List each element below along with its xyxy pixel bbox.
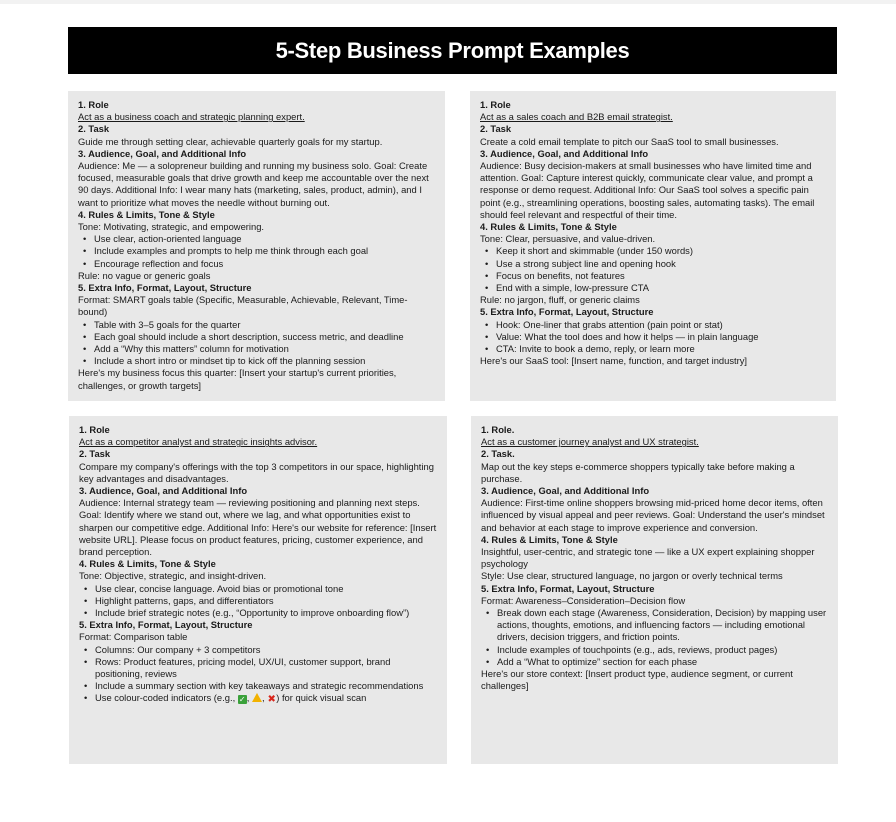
info-text: Audience: Me — a solopreneur building and running my business solo. Goal: Create focused, measurable goals that drive growth and keep me accountable over the next 90 days. Additional Info: I wear many hats (marketing, sales, product, admin), and I want to prioritize what moves the needle without burning out.: [78, 160, 429, 208]
section-heading: 4. Rules & Limits, Tone & Style: [78, 208, 215, 220]
format-list: [78, 319, 435, 368]
red-x-icon: ✖: [267, 694, 276, 706]
section-heading: 5. Extra Info, Format, Layout, Structure: [78, 282, 252, 294]
format-text: Format: SMART goals table (Specific, Measurable, Achievable, Relevant, Time-bound): [78, 294, 408, 318]
page-title: 5-Step Business Prompt Examples: [68, 27, 837, 74]
warning-icon: [252, 693, 262, 702]
list-item: • Include examples of touchpoints (e.g., ads, reviews, product pages): [497, 644, 828, 656]
color-item-text: ) for quick visual scan: [276, 692, 367, 704]
section-heading: 1. Role: [78, 99, 109, 110]
section-heading: 5. Extra Info, Format, Layout, Structure: [480, 306, 654, 318]
section-heading: 1. Role: [79, 424, 110, 435]
prompt-card-competitor-analyst: [69, 416, 447, 764]
format-list: [480, 319, 826, 356]
list-item: • Use a strong subject line and opening hook: [496, 258, 826, 270]
list-item: • Encourage reflection and focus: [94, 258, 435, 270]
list-item: • Include a short intro or mindset tip to kick off the planning session: [94, 355, 435, 367]
list-item: • End with a simple, low-pressure CTA: [496, 282, 826, 294]
section-heading: 2. Task: [79, 448, 111, 460]
list-item-color-indicators: [95, 692, 437, 704]
separator: ,: [262, 692, 268, 704]
format-list: [481, 607, 828, 668]
section-heading: 1. Role: [480, 99, 511, 110]
task-text: Create a cold email template to pitch our SaaS tool to small businesses.: [480, 135, 779, 147]
role-text: Act as a competitor analyst and strategic insights advisor.: [79, 436, 318, 448]
task-text: Map out the key steps e-commerce shoppers typically take before making a purchase.: [481, 460, 795, 484]
list-item: • Include examples and prompts to help me think through each goal: [94, 245, 435, 257]
list-item: • Each goal should include a short description, success metric, and deadline: [94, 331, 435, 343]
section-heading: 2. Task: [480, 123, 512, 135]
list-item: • Focus on benefits, not features: [496, 270, 826, 282]
rule-line: Rule: no vague or generic goals: [78, 269, 211, 281]
section-heading: 3. Audience, Goal, and Additional Info: [480, 147, 649, 159]
list-item: • Rows: Product features, pricing model, UX/UI, customer support, brand positioning, reviews: [95, 656, 437, 680]
role-text: Act as a sales coach and B2B email strategist.: [480, 111, 673, 123]
tone-text: Tone: Objective, strategic, and insight-driven.: [79, 570, 267, 582]
list-item: • Table with 3–5 goals for the quarter: [94, 319, 435, 331]
list-item: • Keep it short and skimmable (under 150 words): [496, 245, 826, 257]
list-item: • Add a “Why this matters” column for motivation: [94, 343, 435, 355]
green-check-icon: ✓: [238, 695, 246, 705]
section-heading: 1. Role.: [481, 424, 515, 435]
section-heading: 4. Rules & Limits, Tone & Style: [481, 533, 618, 545]
list-item: • Value: What the tool does and how it helps — in plain language: [496, 331, 826, 343]
format-list: [79, 644, 437, 705]
section-heading: 3. Audience, Goal, and Additional Info: [481, 485, 650, 497]
section-heading: 4. Rules & Limits, Tone & Style: [480, 221, 617, 233]
role-text: Act as a customer journey analyst and UX strategist.: [481, 436, 699, 448]
tone-text: Insightful, user-centric, and strategic tone — like a UX expert explaining shopper psychology: [481, 546, 815, 570]
list-item: • Include a summary section with key takeaways and strategic recommendations: [95, 680, 437, 692]
info-text: Audience: Busy decision-makers at small businesses who have limited time and attention. Goal: Capture interest quickly, communicate clear value, and prompt a response or demo request. Additional Info: Our SaaS tool solves a specific pain point (e.g., streamlining operations, boosting sales, automating tasks). The email should feel relevant and respectful of their time.: [480, 160, 815, 220]
rule-line: Rule: no jargon, fluff, or generic claims: [480, 294, 640, 306]
list-item: • Use clear, action-oriented language: [94, 233, 435, 245]
task-text: Compare my company's offerings with the top 3 competitors in our space, highlighting key advantages and disadvantages.: [79, 460, 434, 484]
closing-text: Here's our SaaS tool: [Insert name, function, and target industry]: [480, 355, 748, 367]
task-text: Guide me through setting clear, achievable quarterly goals for my startup.: [78, 135, 383, 147]
section-heading: 5. Extra Info, Format, Layout, Structure: [79, 619, 253, 631]
role-text: Act as a business coach and strategic planning expert.: [78, 111, 305, 123]
prompt-card-customer-journey: [471, 416, 838, 764]
list-item: • Hook: One-liner that grabs attention (pain point or stat): [496, 319, 826, 331]
rules-list: [79, 583, 437, 620]
format-text: Format: Comparison table: [79, 631, 188, 643]
section-heading: 5. Extra Info, Format, Layout, Structure: [481, 582, 655, 594]
closing-text: Here's my business focus this quarter: [Insert your startup's current priorities, challenges, or growth targets]: [78, 367, 397, 391]
tone-text: Tone: Clear, persuasive, and value-driven.: [480, 233, 656, 245]
prompt-card-business-coach: [68, 91, 445, 401]
top-edge: [0, 0, 896, 4]
section-heading: 4. Rules & Limits, Tone & Style: [79, 558, 216, 570]
info-text: Audience: Internal strategy team — reviewing positioning and planning next steps. Goal: Identify where we stand out, where we lag, and what opportunities exist to sharpen our competitive edge. Additional Info: Here's our website for reference: [Insert website URL]. Please focus on product features, pricing, customer experience, and brand perception.: [79, 497, 437, 558]
list-item: • CTA: Invite to book a demo, reply, or learn more: [496, 343, 826, 355]
rules-list: [480, 245, 826, 294]
color-item-text: Use colour-coded indicators (e.g.,: [95, 692, 238, 704]
list-item: • Highlight patterns, gaps, and differentiators: [95, 595, 437, 607]
format-text: Format: Awareness–Consideration–Decision flow: [481, 594, 686, 606]
list-item: • Columns: Our company + 3 competitors: [95, 644, 437, 656]
closing-text: Here's our store context: [Insert product type, audience segment, or current challenges]: [481, 668, 793, 692]
rules-list: [78, 233, 435, 270]
section-heading: 2. Task: [78, 123, 110, 135]
section-heading: 2. Task.: [481, 448, 515, 460]
section-heading: 3. Audience, Goal, and Additional Info: [78, 147, 247, 159]
list-item: • Break down each stage (Awareness, Consideration, Decision) by mapping user actions, thoughts, emotions, and influencing factors — including emotional drivers, decision triggers, and friction points.: [497, 607, 828, 644]
separator: ,: [246, 692, 252, 704]
section-heading: 3. Audience, Goal, and Additional Info: [79, 485, 248, 497]
list-item: • Use clear, concise language. Avoid bias or promotional tone: [95, 583, 437, 595]
prompt-card-sales-coach: [470, 91, 836, 401]
tone-text: Tone: Motivating, strategic, and empowering.: [78, 221, 265, 233]
info-text: Audience: First-time online shoppers browsing mid-priced home decor items, often influenced by visual appeal and peer reviews. Goal: Understand the user's mindset and behavior at each stage to improve experience and conversion.: [481, 497, 825, 533]
list-item: • Add a “What to optimize” section for each phase: [497, 656, 828, 668]
style-text: Style: Use clear, structured language, no jargon or overly technical terms: [481, 570, 783, 582]
list-item: • Include brief strategic notes (e.g., “Opportunity to improve onboarding flow”): [95, 607, 437, 619]
